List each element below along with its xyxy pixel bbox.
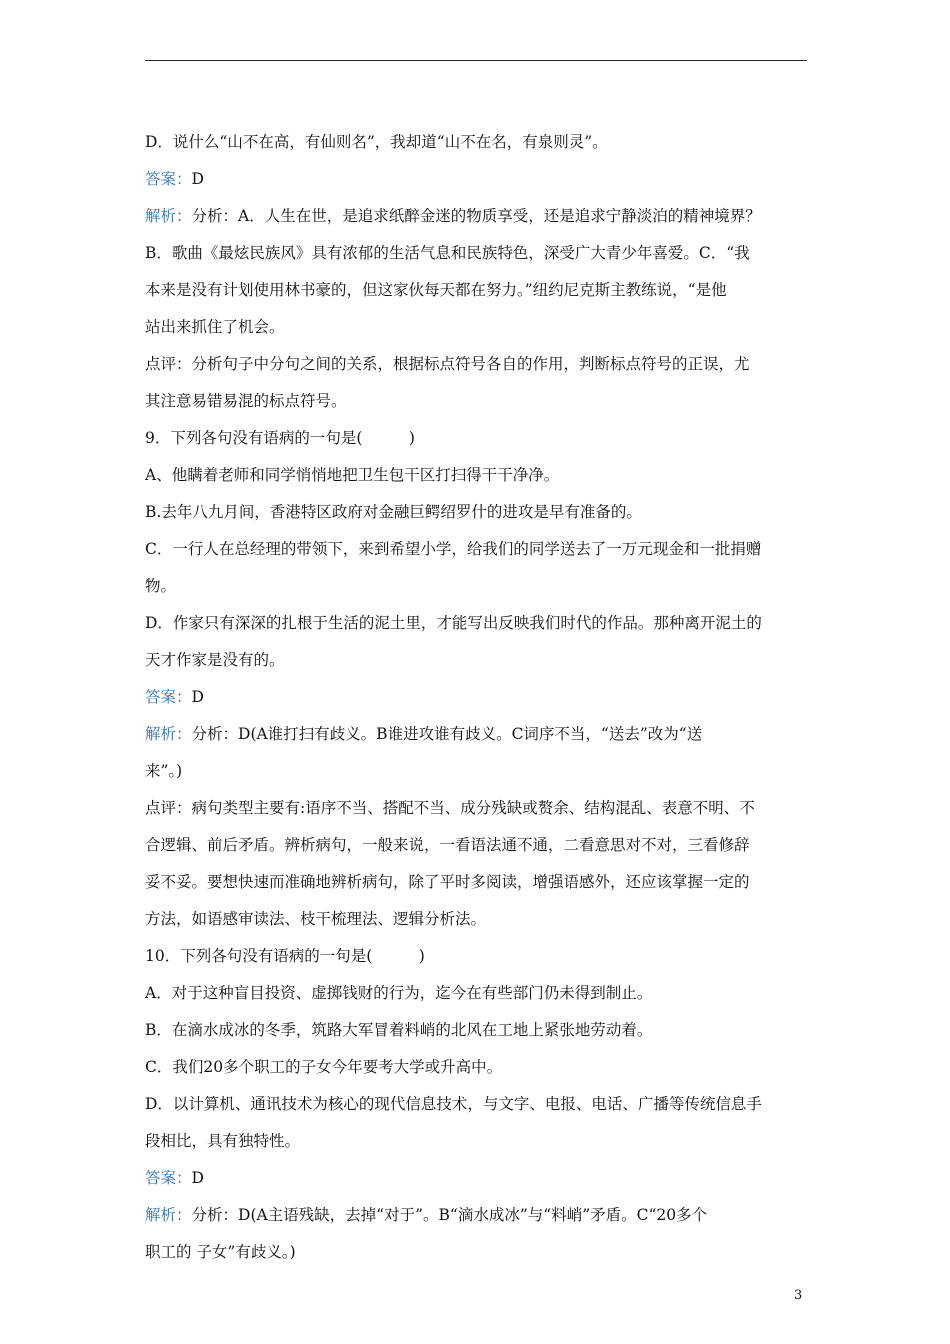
text-line	[145, 309, 807, 346]
text-line	[145, 975, 807, 1012]
text-line	[145, 679, 807, 716]
line-text: 妥不妥。要想快速而准确地辨析病句，除了平时多阅读，增强语感外，还应该掌握一定的	[145, 873, 750, 891]
text-line	[145, 642, 807, 679]
line-text: 分析：D(A谁打扫有歧义。B谁进攻谁有歧义。C词序不当，“送去”改为“送	[191, 725, 703, 743]
answer-label: 答案：	[145, 170, 192, 188]
line-text: 物。	[145, 577, 177, 595]
line-text: C．一行人在总经理的带领下，来到希望小学，给我们的同学送去了一万元现金和一批捐赠	[145, 540, 762, 558]
text-line	[145, 864, 807, 901]
line-text: 9．下列各句没有语病的一句是( )	[145, 429, 415, 447]
line-text: C．我们20多个职工的子女今年要考大学或升高中。	[145, 1058, 503, 1076]
line-text: D	[191, 170, 204, 188]
answer-label: 答案：	[145, 1169, 192, 1187]
answer-label: 解析：	[145, 725, 192, 743]
line-text: 点评：分析句子中分句之间的关系，根据标点符号各自的作用，判断标点符号的正误，尤	[145, 355, 750, 373]
answer-label: 解析：	[145, 207, 192, 225]
line-text: 站出来抓住了机会。	[145, 318, 285, 336]
text-line	[145, 383, 807, 420]
line-text: D	[191, 688, 204, 706]
text-line	[145, 938, 807, 975]
answer-label: 解析：	[145, 1206, 192, 1224]
text-line	[145, 235, 807, 272]
line-text: 合逻辑、前后矛盾。辨析病句，一般来说，一看语法通不通，二看意思对不对，三看修辞	[145, 836, 750, 854]
text-line	[145, 827, 807, 864]
text-line	[145, 790, 807, 827]
text-line	[145, 1049, 807, 1086]
page-number: 3	[794, 1288, 803, 1303]
line-text: A、他瞒着老师和同学悄悄地把卫生包干区打扫得干干净净。	[145, 466, 560, 484]
line-text: 来”。)	[145, 762, 183, 780]
text-line	[145, 1234, 807, 1271]
text-line	[145, 161, 807, 198]
text-line	[145, 716, 807, 753]
text-line	[145, 272, 807, 309]
line-text: 分析：A．人生在世，是追求纸醉金迷的物质享受，还是追求宁静淡泊的精神境界？	[191, 207, 761, 225]
line-text: 职工的 子女”有歧义。)	[145, 1243, 296, 1261]
line-text: B．在滴水成冰的冬季，筑路大军冒着料峭的北风在工地上紧张地劳动着。	[145, 1021, 653, 1039]
text-line	[145, 1160, 807, 1197]
text-line	[145, 1123, 807, 1160]
document-body	[145, 124, 807, 1271]
text-line	[145, 346, 807, 383]
text-line	[145, 753, 807, 790]
text-line	[145, 1012, 807, 1049]
line-text: 其注意易错易混的标点符号。	[145, 392, 347, 410]
header-rule	[145, 60, 807, 61]
line-text: D．说什么“山不在高，有仙则名”，我却道“山不在名，有泉则灵”。	[145, 133, 608, 151]
line-text: A．对于这种盲目投资、虚掷钱财的行为，迄今在有些部门仍未得到制止。	[145, 984, 653, 1002]
answer-label: 答案：	[145, 688, 192, 706]
text-line	[145, 605, 807, 642]
line-text: 分析：D(A主语残缺，去掉“对于”。B“滴水成冰”与“料峭”矛盾。C“20多个	[191, 1206, 708, 1224]
line-text: D	[191, 1169, 204, 1187]
line-text: 段相比，具有独特性。	[145, 1132, 301, 1150]
line-text: B.去年八九月间，香港特区政府对金融巨鳄绍罗什的进攻是早有准备的。	[145, 503, 642, 521]
text-line	[145, 1197, 807, 1234]
text-line	[145, 568, 807, 605]
line-text: 本来是没有计划使用林书豪的，但这家伙每天都在努力。”纽约尼克斯主教练说，“是他	[145, 281, 727, 299]
text-line	[145, 901, 807, 938]
line-text: 方法，如语感审读法、枝干梳理法、逻辑分析法。	[145, 910, 487, 928]
text-line	[145, 494, 807, 531]
line-text: 天才作家是没有的。	[145, 651, 285, 669]
text-line	[145, 457, 807, 494]
line-text: D．作家只有深深的扎根于生活的泥土里，才能写出反映我们时代的作品。那种离开泥土的	[145, 614, 762, 632]
text-line	[145, 198, 807, 235]
line-text: D．以计算机、通讯技术为核心的现代信息技术，与文字、电报、电话、广播等传统信息手	[145, 1095, 762, 1113]
line-text: B．歌曲《最炫民族风》具有浓郁的生活气息和民族特色，深受广大青少年喜爱。C．“我	[145, 244, 750, 262]
line-text: 点评：病句类型主要有:语序不当、搭配不当、成分残缺或赘余、结构混乱、表意不明、不	[145, 799, 755, 817]
text-line	[145, 124, 807, 161]
text-line	[145, 1086, 807, 1123]
text-line	[145, 531, 807, 568]
text-line	[145, 420, 807, 457]
line-text: 10．下列各句没有语病的一句是( )	[145, 947, 425, 965]
